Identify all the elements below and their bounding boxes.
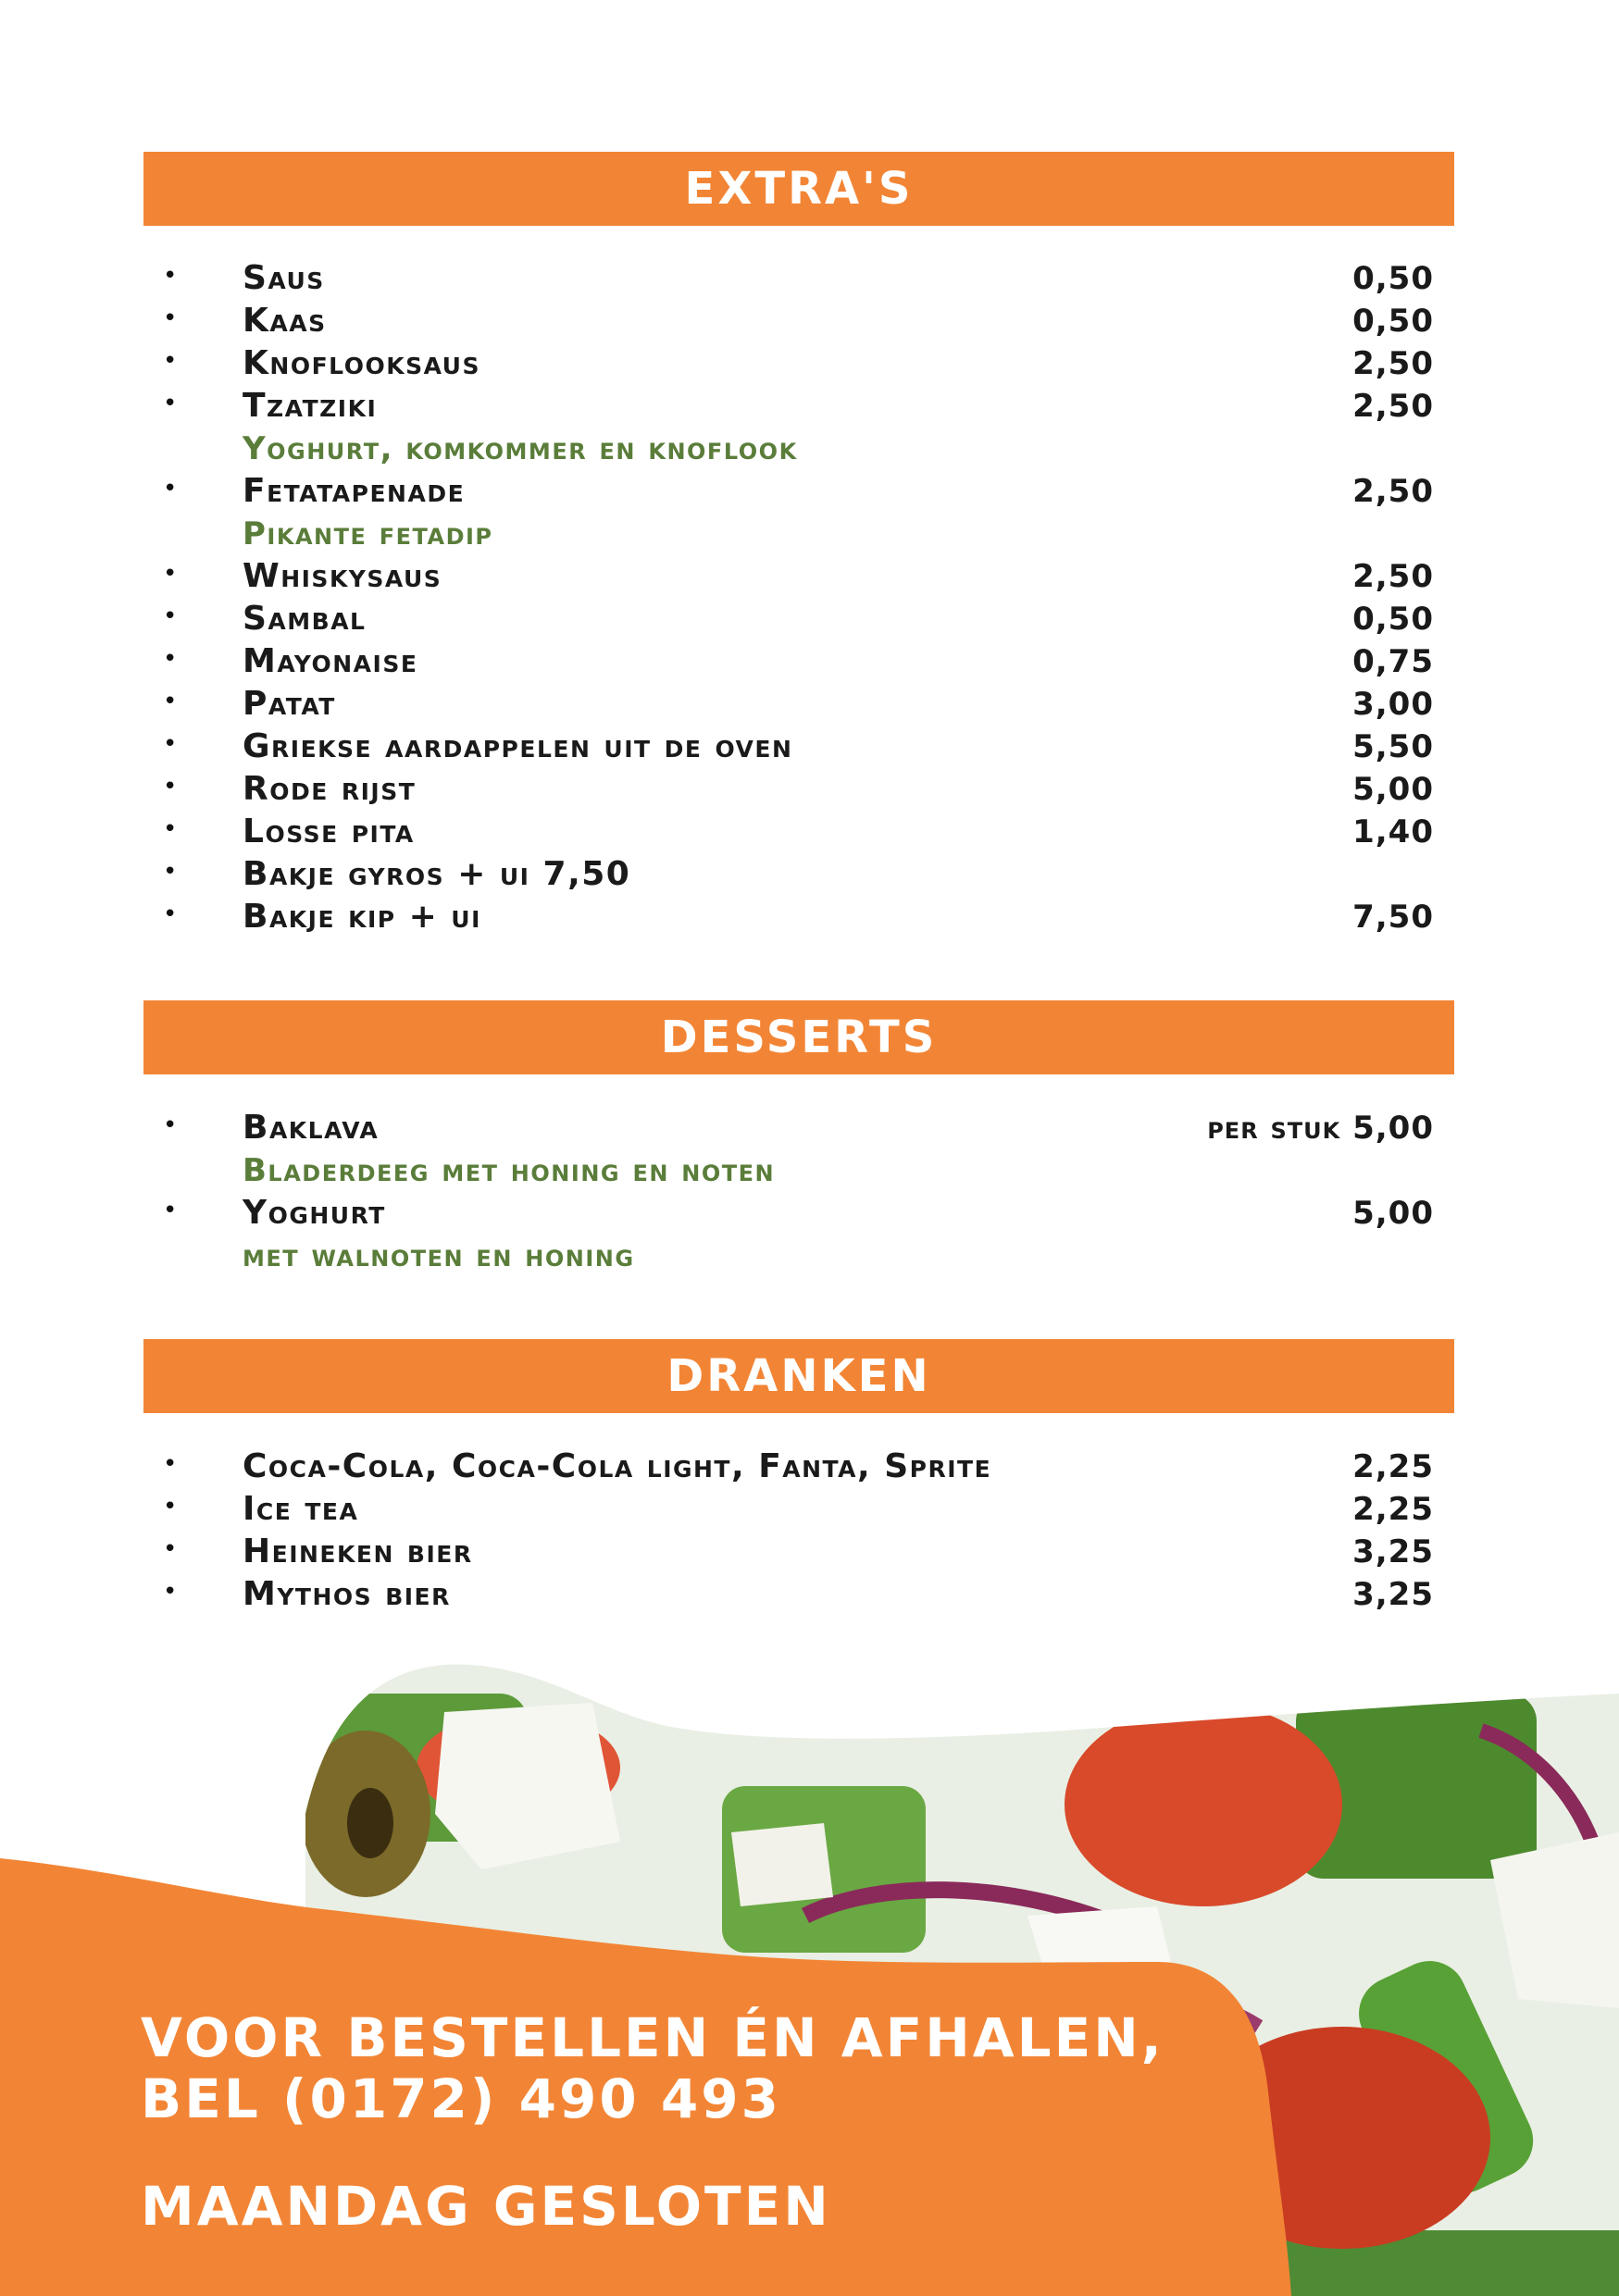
item-price: 5,00 xyxy=(1352,1195,1434,1232)
list-item xyxy=(0,300,1619,342)
item-price: 5,50 xyxy=(1352,728,1434,765)
order-phone: BEL (0172) 490 493 xyxy=(141,2067,781,2130)
bullet: • xyxy=(163,1450,178,1478)
list-item xyxy=(0,1488,1619,1531)
bullet: • xyxy=(163,1197,178,1224)
section-title-dranken: DRANKEN xyxy=(666,1350,931,1402)
item-price: 3,25 xyxy=(1352,1533,1434,1570)
item-name: Tzatziki xyxy=(243,387,378,425)
item-name: Saus xyxy=(243,259,325,297)
list-item xyxy=(0,811,1619,853)
list-item xyxy=(0,257,1619,300)
list-item xyxy=(0,853,1619,896)
bullet: • xyxy=(163,730,178,758)
item-name: Fetatapenade xyxy=(243,472,466,510)
item-name: Knoflooksaus xyxy=(243,344,480,382)
item-name: Bakje kip + ui xyxy=(243,898,481,936)
item-price: 2,50 xyxy=(1352,345,1434,382)
list-item xyxy=(0,1531,1619,1573)
list-item xyxy=(0,598,1619,640)
item-price: 2,50 xyxy=(1352,473,1434,510)
bullet: • xyxy=(163,347,178,375)
item-description-row xyxy=(0,513,1619,555)
section-header-desserts xyxy=(143,1000,1454,1074)
section-title-extras: EXTRA'S xyxy=(684,163,914,215)
item-price: 1,40 xyxy=(1352,813,1434,850)
extras-list xyxy=(0,257,1619,938)
desserts-list xyxy=(0,1107,1619,1277)
bullet: • xyxy=(163,602,178,630)
bullet: • xyxy=(163,1111,178,1139)
item-name: Coca-Cola, Coca-Cola light, Fanta, Sprite xyxy=(243,1447,992,1485)
bullet: • xyxy=(163,262,178,290)
bullet: • xyxy=(163,858,178,886)
item-description: met walnoten en honing xyxy=(243,1237,635,1274)
item-name: Griekse aardappelen uit de oven xyxy=(243,727,793,765)
section-header-extras xyxy=(143,152,1454,226)
list-item xyxy=(0,385,1619,428)
item-price: 3,25 xyxy=(1352,1576,1434,1613)
item-description-row xyxy=(0,428,1619,470)
bullet: • xyxy=(163,645,178,673)
item-name: Baklava xyxy=(243,1109,380,1147)
item-price: 0,50 xyxy=(1352,601,1434,638)
item-name: Mayonaise xyxy=(243,642,418,680)
item-price: 0,50 xyxy=(1352,260,1434,297)
item-price: 2,25 xyxy=(1352,1491,1434,1528)
item-price: 2,50 xyxy=(1352,558,1434,595)
bullet: • xyxy=(163,304,178,332)
item-price: 2,25 xyxy=(1352,1448,1434,1485)
dranken-list xyxy=(0,1446,1619,1616)
item-description-row xyxy=(0,1235,1619,1277)
closing-day: MAANDAG GESLOTEN xyxy=(141,2175,831,2238)
bullet: • xyxy=(163,773,178,800)
list-item xyxy=(0,640,1619,683)
item-name: Bakje gyros + ui 7,50 xyxy=(243,855,631,893)
list-item xyxy=(0,342,1619,385)
item-name: Yoghurt xyxy=(243,1194,386,1232)
bullet: • xyxy=(163,1493,178,1520)
list-item xyxy=(0,683,1619,726)
list-item xyxy=(0,470,1619,513)
item-price: 0,75 xyxy=(1352,643,1434,680)
item-name: Patat xyxy=(243,685,336,723)
item-description: Pikante fetadip xyxy=(243,515,493,552)
bullet: • xyxy=(163,475,178,503)
item-price: per stuk 5,00 xyxy=(1207,1110,1434,1147)
list-item xyxy=(0,726,1619,768)
item-price: 7,50 xyxy=(1352,899,1434,936)
item-name: Heineken bier xyxy=(243,1533,473,1570)
item-price: 5,00 xyxy=(1352,771,1434,808)
bullet: • xyxy=(163,688,178,715)
item-description: Yoghurt, komkommer en knoflook xyxy=(243,430,798,467)
list-item xyxy=(0,768,1619,811)
order-info-line1: VOOR BESTELLEN ÉN AFHALEN, xyxy=(141,2006,1164,2069)
item-price: 0,50 xyxy=(1352,303,1434,340)
bullet: • xyxy=(163,560,178,588)
list-item xyxy=(0,555,1619,598)
item-name: Whiskysaus xyxy=(243,557,442,595)
item-description: Bladerdeeg met honing en noten xyxy=(243,1152,776,1189)
bullet: • xyxy=(163,1578,178,1606)
item-name: Ice tea xyxy=(243,1490,359,1528)
list-item xyxy=(0,1446,1619,1488)
item-name: Rode rijst xyxy=(243,770,417,808)
bullet: • xyxy=(163,1535,178,1563)
item-price: 2,50 xyxy=(1352,388,1434,425)
item-name: Sambal xyxy=(243,600,367,638)
section-title-desserts: DESSERTS xyxy=(660,1011,938,1063)
list-item xyxy=(0,896,1619,938)
item-name: Losse pita xyxy=(243,813,415,850)
bullet: • xyxy=(163,390,178,417)
item-name: Mythos bier xyxy=(243,1575,451,1613)
item-price: 3,00 xyxy=(1352,686,1434,723)
list-item xyxy=(0,1107,1619,1149)
list-item xyxy=(0,1192,1619,1235)
bullet: • xyxy=(163,815,178,843)
section-header-dranken xyxy=(143,1339,1454,1413)
bullet: • xyxy=(163,900,178,928)
list-item xyxy=(0,1573,1619,1616)
item-name: Kaas xyxy=(243,302,327,340)
item-description-row xyxy=(0,1149,1619,1192)
